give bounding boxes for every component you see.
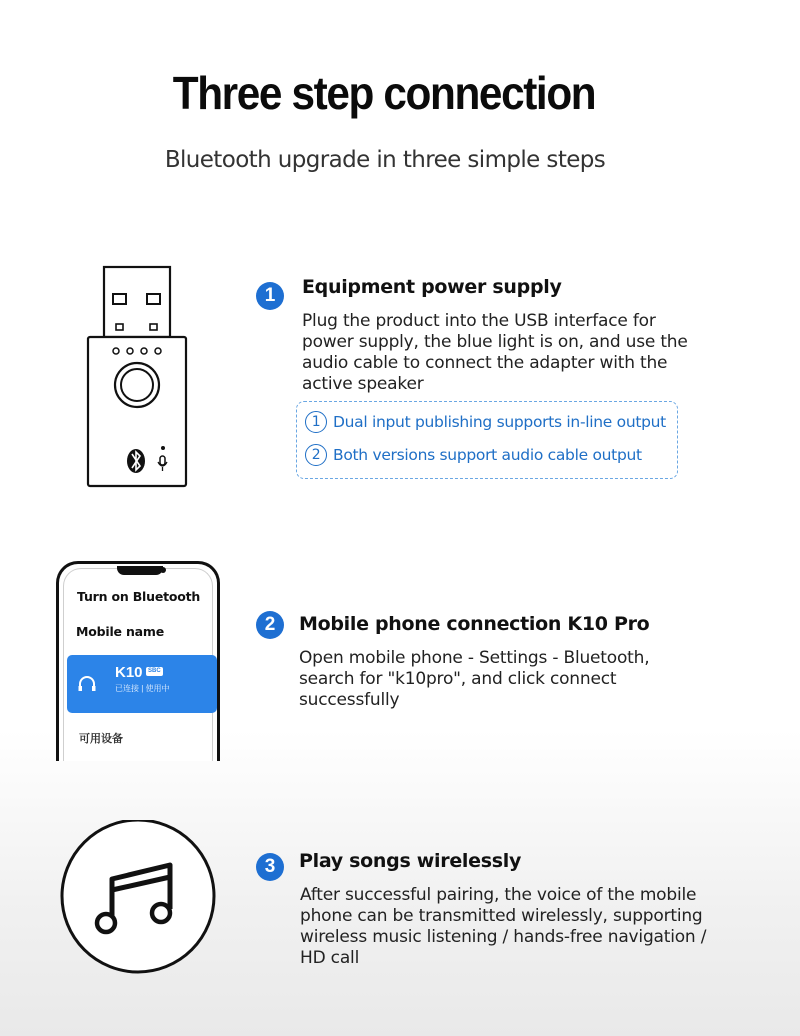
step-1-badge: 1 [256,282,284,310]
step-3-description: After successful pairing, the voice of the mobile phone can be transmitted wirelessly, supporting wireless music listening / hands-free navigation / HD call [300,885,707,968]
available-devices-label: 可用设备 [79,733,123,745]
phone-mobile-name-label: Mobile name [76,624,165,639]
note-text: Dual input publishing supports in-line output [333,413,666,431]
step-2-description: Open mobile phone - Settings - Bluetooth, search for "k10pro", and click connect successfully [299,648,650,710]
codec-badge: SBC [148,668,161,674]
step-3-badge: 3 [256,853,284,881]
step-2-title: Mobile phone connection K10 Pro [299,613,650,635]
phone-bluetooth-screen [56,561,220,761]
step-1-notes-box [296,401,678,479]
phone-camera-icon [160,567,166,573]
note-item [305,444,642,466]
note-item [305,411,666,433]
bluetooth-device-card [67,655,217,713]
step-1-title: Equipment power supply [302,276,562,298]
note-number-icon: 2 [305,444,327,466]
usb-bluetooth-adapter-icon [84,264,204,494]
music-note-icon [59,820,219,980]
phone-notch [117,566,163,575]
phone-heading: Turn on Bluetooth [77,589,201,604]
note-number-icon: 1 [305,411,327,433]
note-text: Both versions support audio cable output [333,446,642,464]
page-subtitle: Bluetooth upgrade in three simple steps [164,147,606,173]
device-status: 已连接 | 使用中 [115,684,170,693]
device-name: K10 [115,664,143,681]
headphones-icon [77,675,97,693]
page-title: Three step connection [172,67,596,119]
step-3-title: Play songs wirelessly [299,850,522,872]
step-1-description: Plug the product into the USB interface for power supply, the blue light is on, and use the audio cable to connect the adapter with the active speaker [302,311,688,394]
step-2-badge: 2 [256,611,284,639]
